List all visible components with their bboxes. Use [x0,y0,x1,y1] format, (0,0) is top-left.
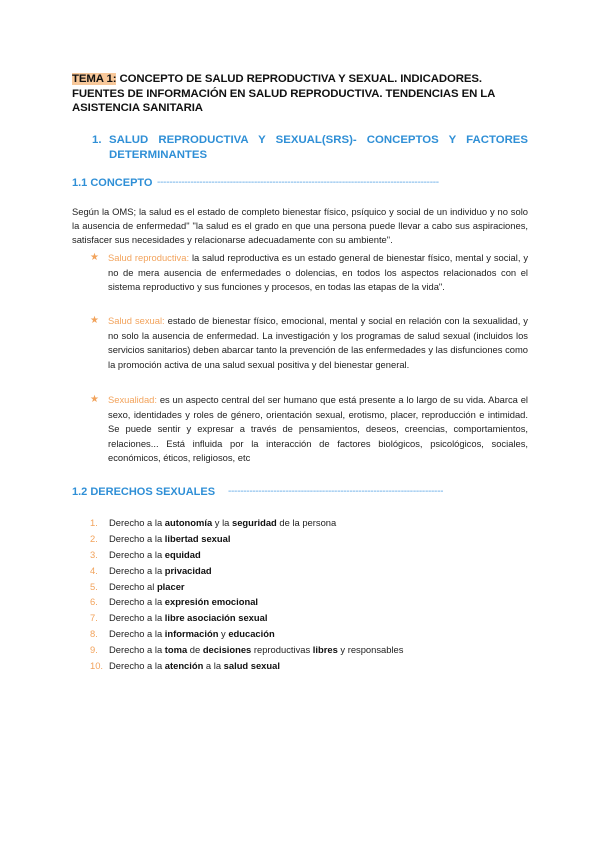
subsection-1-2-title: 1.2 DERECHOS SEXUALES [72,486,216,498]
list-item: 9. Derecho a la toma de decisiones reproductivas libres y responsables [90,644,404,656]
subsection-1-1-dashes: --------------------------------------------------------------------------------------------- [157,177,439,188]
bullet-text: la salud reproductiva es un estado general de bienestar físico, mental y social, y no de mera ausencia de enfermedades o dolencias, en todos los aspectos relacionados con el sistema reproductivo y sus funciones y procesos, en todas las etapas de la vida". [108,252,529,293]
list-item: 4. Derecho a la privacidad [90,564,212,576]
sexual-rights-list [90,515,490,674]
document-title [72,72,528,116]
title-prefix-highlight: TEMA 1: [72,73,117,85]
bullet-text: es un aspecto central del ser humano que está presente a lo largo de su vida. Abarca el sexo, identidades y roles de género, orientación sexual, erotismo, placer, reproducción e intimidad. Se puede sentir y expresar a través de pensamientos, deseos, creencias, comportamientos, relaciones... Está influida por la interacción de factores biológicos, psicológicos, sociales, económicos, éticos, religiosos, etc [108,394,528,464]
bullet-sexualidad [108,393,528,466]
bullet-salud-reproductiva [108,251,528,295]
bullet-salud-sexual [108,314,528,372]
title-line-2: FUENTES DE INFORMACIÓN EN SALUD REPRODUCTIVA. TENDENCIAS EN LA [72,87,496,100]
list-item: 3. Derecho a la equidad [90,548,201,560]
section-1-title: SALUD REPRODUCTIVA Y SEXUAL(SRS)- CONCEPTOS Y FACTORES DETERMINANTES [109,134,528,161]
star-bullet-icon: ★ [90,315,99,326]
section-1-number: 1. [92,134,102,146]
subsection-1-2-dashes: ----------------------------------------------------------------------- [228,486,444,497]
bullet-label: Salud sexual: [108,315,165,326]
list-item: 8. Derecho a la información y educación [90,628,275,640]
list-item: 7. Derecho a la libre asociación sexual [90,612,268,624]
title-line-1: CONCEPTO DE SALUD REPRODUCTIVA Y SEXUAL. INDICADORES. [119,73,482,85]
list-item: 5. Derecho al placer [90,580,185,592]
list-item: 10. Derecho a la atención a la salud sexual [90,660,280,672]
title-line-3: ASISTENCIA SANITARIA [72,102,203,114]
intro-paragraph: Según la OMS; la salud es el estado de completo bienestar físico, psíquico y social de un individuo y no solo la ausencia de enfermedad" "la salud es el grado en que una persona puede llevar a cabo sus aspiraciones, satisfacer sus necesidades y relacionarse adecuadamente con su ambiente". [72,206,528,246]
bullet-label: Sexualidad: [108,394,157,405]
subsection-1-1-title: 1.1 CONCEPTO [72,177,153,189]
star-bullet-icon: ★ [90,252,99,263]
star-bullet-icon: ★ [90,394,99,405]
list-item: 1. Derecho a la autonomía y la seguridad de la persona [90,517,337,528]
list-item: 2. Derecho a la libertad sexual [90,532,231,544]
bullet-label: Salud reproductiva: [108,252,190,263]
bullet-text: estado de bienestar físico, emocional, mental y social en relación con la sexualidad, y no solo la ausencia de enfermedad. La investigación y los programas de salud sexual (incluidos los servicios sanitarios) deben abarcar tanto la prevención de las enfermedades y las disfunciones como la promoción activa de una salud sexual positiva y del bienestar general. [108,315,528,370]
list-item: 6. Derecho a la expresión emocional [90,596,259,608]
